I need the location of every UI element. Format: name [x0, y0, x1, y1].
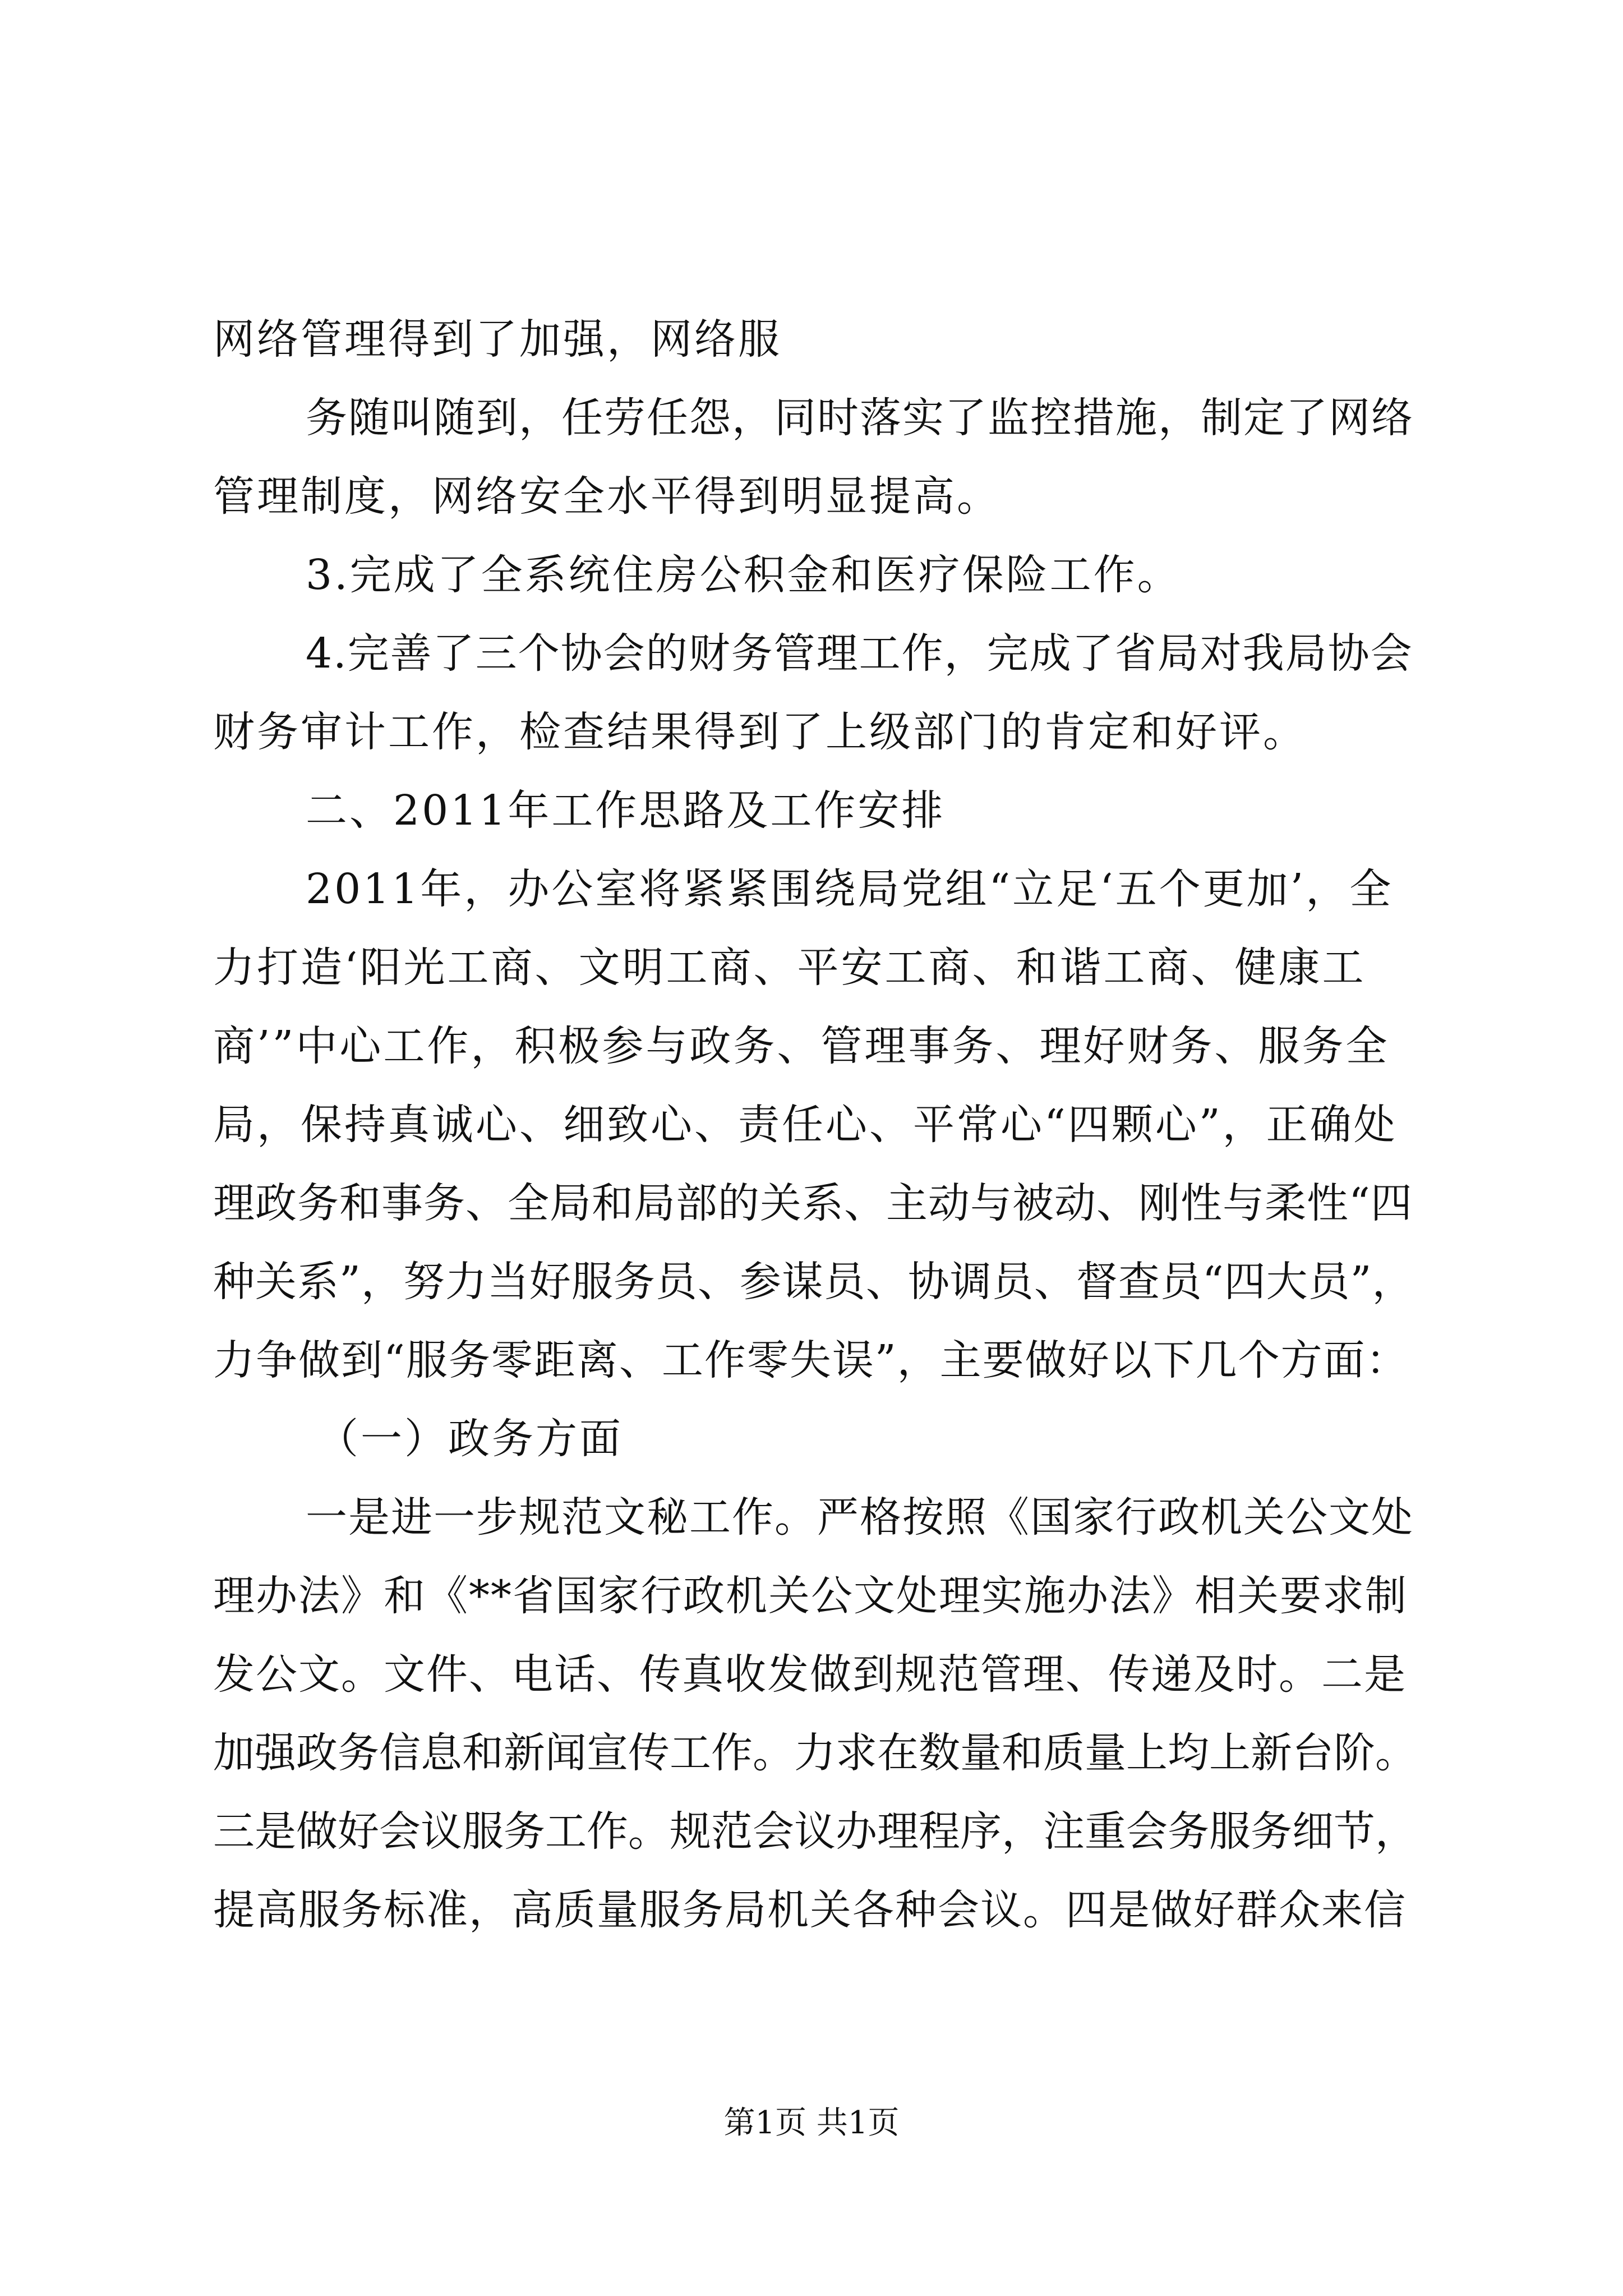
text-line-8: 2011年，办公室将紧紧围绕局党组“立足‘五个更加’，全 — [306, 865, 1394, 913]
text-line-20: 三是做好会议服务工作。规范会议办理程序，注重会务服务细节， — [213, 1807, 1417, 1856]
text-line-4: 3.完成了全系统住房公积金和医疗保险工作。 — [306, 551, 1181, 599]
text-line-6: 财务审计工作，检查结果得到了上级部门的肯定和好评。 — [213, 708, 1307, 756]
subsection-heading-1: （一）政务方面 — [317, 1415, 623, 1463]
text-line-12: 理政务和事务、全局和局部的关系、主动与被动、刚性与柔性“四 — [213, 1179, 1413, 1227]
text-line-10: 商’”中心工作，积极参与政务、管理事务、理好财务、服务全 — [213, 1022, 1390, 1070]
section-heading-2: 二、2011年工作思路及工作安排 — [306, 786, 946, 835]
text-line-3: 管理制度，网络安全水平得到明显提高。 — [213, 472, 1000, 521]
text-line-16: 一是进一步规范文秘工作。严格按照《国家行政机关公文处 — [306, 1493, 1414, 1542]
text-line-11: 局，保持真诚心、细致心、责任心、平常心“四颗心”，正确处 — [213, 1101, 1398, 1149]
text-line-14: 力争做到“服务零距离、工作零失误”，主要做好以下几个方面： — [213, 1336, 1409, 1384]
text-line-19: 加强政务信息和新闻宣传工作。力求在数量和质量上均上新台阶。 — [213, 1729, 1417, 1777]
text-line-2: 务随叫随到，任劳任怨，同时落实了监控措施，制定了网络 — [306, 394, 1414, 442]
text-line-18: 发公文。文件、电话、传真收发做到规范管理、传递及时。二是 — [213, 1650, 1407, 1699]
text-line-13: 种关系”，努力当好服务员、参谋员、协调员、督查员“四大员”， — [213, 1258, 1414, 1306]
text-line-9: 力打造‘阳光工商、文明工商、平安工商、和谐工商、健康工 — [213, 944, 1366, 992]
text-line-21: 提高服务标准，高质量服务局机关各种会议。四是做好群众来信 — [213, 1886, 1407, 1934]
text-line-5: 4.完善了三个协会的财务管理工作，完成了省局对我局协会 — [306, 629, 1413, 678]
text-line-17: 理办法》和《**省国家行政机关公文处理实施办法》相关要求制 — [213, 1572, 1408, 1620]
page-footer: 第1页 共1页 — [723, 2105, 900, 2141]
text-line-1: 网络管理得到了加强，网络服 — [213, 315, 782, 364]
